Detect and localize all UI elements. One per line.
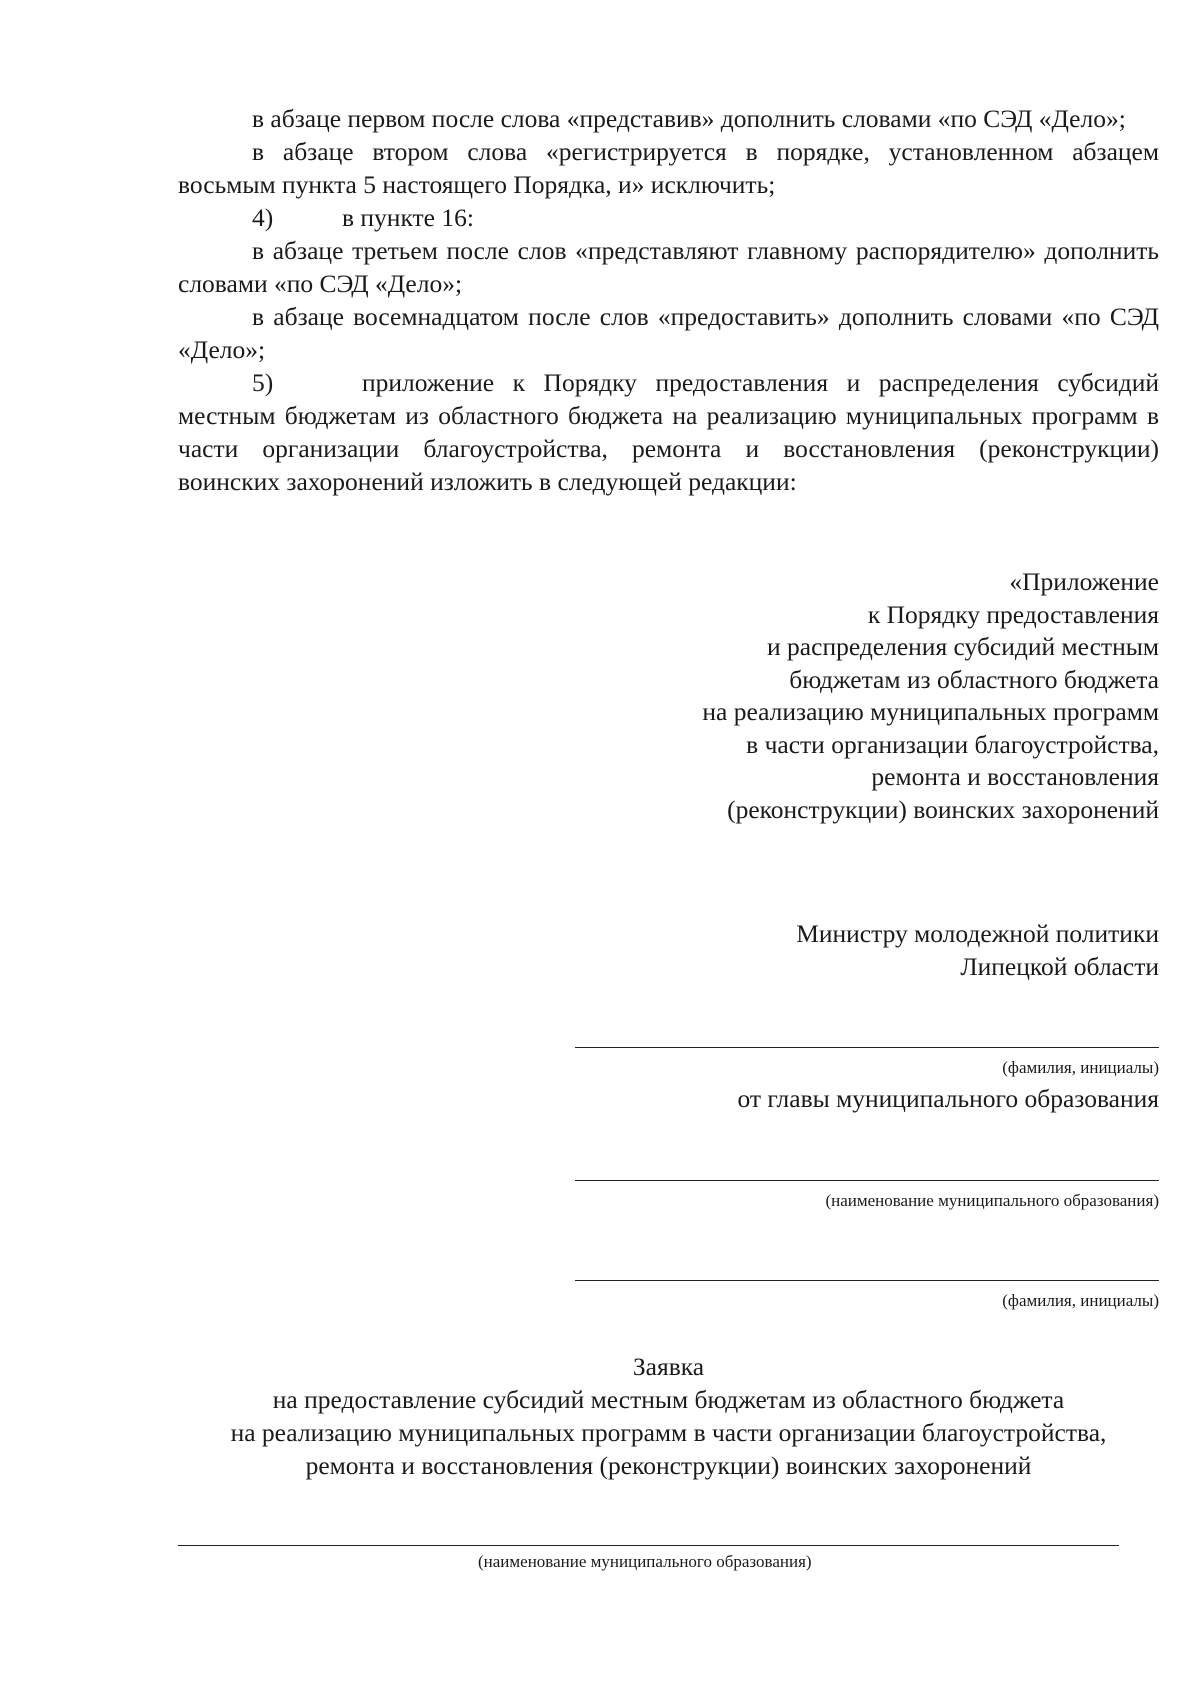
paragraph-item-4	[178, 201, 1159, 234]
caption-municipality-1: (наименование муниципального образования)	[825, 1191, 1159, 1210]
application-subtitle-line: на предоставление субсидий местным бюджетам из областного бюджета	[272, 1385, 1065, 1414]
item-text: в пункте 16:	[342, 203, 474, 232]
application-subtitle-line: на реализацию муниципальных программ в части организации благоустройства,	[230, 1418, 1107, 1447]
appendix-line: на реализацию муниципальных программ	[702, 697, 1159, 726]
item-number: 5)	[252, 368, 274, 397]
addressee-block	[796, 917, 1159, 983]
application-title: Заявка	[632, 1352, 705, 1381]
paragraph-first-abzac: в абзаце первом после слова «представив» дополнить словами «по СЭД «Дело»;	[252, 104, 1126, 133]
paragraph-item-5	[178, 366, 1159, 498]
municipality-fill-line-1	[575, 1180, 1159, 1181]
appendix-heading	[702, 566, 1159, 826]
appendix-line: «Приложение	[1009, 567, 1159, 596]
caption-municipality-2: (наименование муниципального образования)	[478, 1552, 812, 1571]
application-subtitle-line: ремонта и восстановления (реконструкции) воинских захоронений	[305, 1451, 1032, 1480]
appendix-line: (реконструкции) воинских захоронений	[727, 794, 1159, 824]
item-number: 4)	[252, 203, 274, 232]
appendix-line: в части организации благоустройства,	[746, 729, 1159, 759]
from-head-label: от главы муниципального образования	[737, 1084, 1159, 1113]
name-fill-line-1	[575, 1047, 1159, 1048]
paragraph-eighteenth-abzac: в абзаце восемнадцатом после слов «предоставить» дополнить словами «по СЭД «Дело»;	[178, 302, 1159, 364]
amendments-text	[178, 102, 1159, 498]
paragraph-second-abzac: в абзаце втором слова «регистрируется в порядке, установленном абзацем восьмым пункта 5 настоящего Порядка, и» исключить;	[178, 137, 1159, 199]
appendix-line: бюджетам из областного бюджета	[789, 664, 1159, 694]
caption-name-1: (фамилия, инициалы)	[1002, 1058, 1159, 1077]
addressee-region: Липецкой области	[960, 952, 1159, 981]
application-heading	[178, 1350, 1159, 1482]
appendix-line: ремонта и восстановления	[871, 762, 1159, 791]
item-text: приложение к Порядку предоставления и распределения субсидий местным бюджетам из областного бюджета на реализацию муниципальных программ в части организации благоустройства, ремонта и восстановления (реконструкции) воинских захоронений изложить в следующей редакции:	[178, 368, 1159, 496]
appendix-line: и распределения субсидий местным	[767, 632, 1159, 661]
addressee-title: Министру молодежной политики	[796, 919, 1159, 948]
municipality-fill-line-2	[178, 1545, 1119, 1546]
paragraph-third-abzac: в абзаце третьем после слов «представляют главному распорядителю» дополнить словами «по СЭД «Дело»;	[178, 236, 1159, 298]
name-fill-line-2	[575, 1280, 1159, 1281]
caption-name-2: (фамилия, инициалы)	[1002, 1291, 1159, 1310]
appendix-line: к Порядку предоставления	[867, 599, 1159, 629]
